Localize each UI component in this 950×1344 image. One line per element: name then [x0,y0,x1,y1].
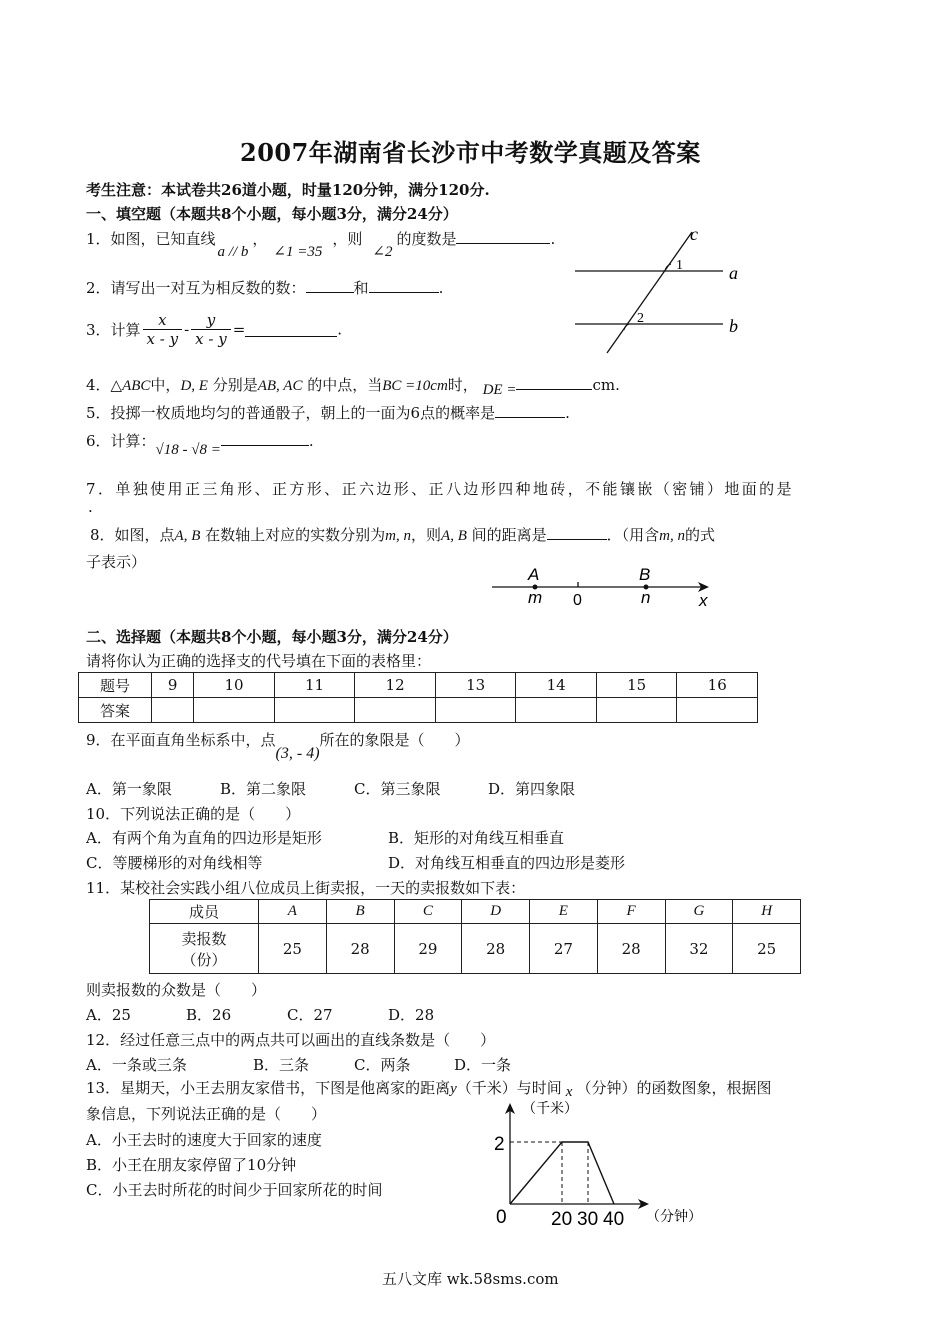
question-5: 5．投掷一枚质地均匀的普通骰子，朝上的一面为6点的概率是 . [86,404,570,422]
q13-line2: 象信息，下列说法正确的是（ ） [86,1105,327,1123]
question-6: 6．计算：√18 - √8 = . [86,432,314,458]
line-c [607,232,692,353]
q7-period: . [88,498,93,516]
q9-option-c[interactable]: C．第三象限 [354,780,441,798]
sales-count: 28 [597,924,665,974]
answer-table-number: 13 [435,673,516,698]
sales-count: 28 [326,924,394,974]
sales-count: 25 [733,924,801,974]
y-axis-unit: （千米） [522,1101,578,1117]
label-zero: 0 [573,592,582,609]
answer-cell[interactable] [596,698,677,723]
answer-table-label-answer: 答案 [79,698,152,723]
sales-count: 28 [462,924,530,974]
answer-cell[interactable] [516,698,597,723]
answer-table [78,672,758,723]
q9-option-d[interactable]: D．第四象限 [488,780,576,798]
answer-table-number: 16 [677,673,758,698]
q3-fraction-2: $\frac{y}{x - y}$ [191,311,231,348]
q4-de: DE = [482,382,517,398]
q9-option-a[interactable]: A．第一象限 [86,780,172,798]
section2-instruction: 请将你认为正确的选择支的代号填在下面的表格里： [86,652,432,670]
q11-ask: 则卖报数的众数是（ ） [86,981,267,999]
question-1: 1．如图，已知直线a // b，∠1 =35，则∠2的度数是 . [86,230,556,260]
q10-option-a[interactable]: A．有两个角为直角的四边形是矩形 [86,829,322,847]
sales-table-header-count: 卖报数 （份） [150,924,259,974]
label-B: B [639,565,651,584]
question-11: 11．某校社会实践小组八位成员上街卖报，一天的卖报数如下表： [86,879,526,897]
plot-layer [510,1142,614,1204]
q2-blank-2[interactable] [369,278,439,293]
sales-table [149,899,801,974]
question-8: 8．如图，点A, B 在数轴上对应的实数分别为m, n，则A, B 间的距离是 ．（用含m, n的式 [90,526,716,544]
q13-option-a[interactable]: A．小王去时的速度大于回家的速度 [86,1131,322,1149]
question-9: 9．在平面直角坐标系中，点(3, - 4)所在的象限是（ ） [86,731,470,762]
q2-blank-1[interactable] [306,278,354,293]
sales-count: 25 [259,924,327,974]
member-name: H [733,900,801,924]
q5-answer-blank[interactable] [495,403,565,418]
q1-angle2: ∠2 [372,244,393,260]
answer-table-number: 9 [152,673,194,698]
q12-option-c[interactable]: C．两条 [354,1056,411,1074]
label-m: m [528,588,543,607]
q11-option-d[interactable]: D．28 [388,1006,435,1024]
q4-bc-length: BC =10cm [382,378,448,394]
q10-option-b[interactable]: B．矩形的对角线互相垂直 [388,829,565,847]
q1-angle1: ∠1 =35 [273,244,323,260]
label-n: n [641,588,651,607]
distance-time-graph [470,1094,710,1234]
sales-table-header-member: 成员 [150,900,259,924]
q3-fraction-1: $\frac{x}{x - y}$ [143,311,183,348]
x-tick-label: 30 [577,1209,599,1230]
label-angle2: 2 [637,311,644,326]
label-b: b [729,316,738,336]
q8-line2: 子表示） [86,553,147,571]
question-4: 4．△ABC中，D, E 分别是AB, AC 的中点，当BC =10cm时， DE = cm. [86,376,620,398]
q8-answer-blank[interactable] [547,525,607,540]
q1-then: ，则 [332,230,363,248]
question-3: 3．计算 $\frac{x}{x - y}$ - $\frac{y}{x - y}$ = . [86,311,343,348]
q4-triangle: △ABC [110,378,151,394]
section1-heading: 一、填空题（本题共8个小题，每小题3分，满分24分） [86,205,458,223]
q3-minus: - [184,320,190,339]
answer-cell[interactable] [355,698,436,723]
answer-cell[interactable] [194,698,275,723]
q4-sides: AB, AC [257,378,303,394]
q2-and: 和 [353,279,369,297]
answer-table-number: 10 [194,673,275,698]
q4-points: D, E [180,378,208,394]
number-line-figure [488,562,718,610]
member-name: F [597,900,665,924]
q1-parallel: a // b [217,244,249,260]
q11-option-a[interactable]: A．25 [86,1006,131,1024]
label-x: x [699,591,708,610]
question-13: 13．星期天，小王去朋友家借书，下图是他离家的距离y（千米）与时间 x （分钟）的函数图象，根据图 [86,1079,772,1100]
q11-option-b[interactable]: B．26 [186,1006,232,1024]
label-c: c [690,224,698,244]
answer-table-number: 14 [516,673,597,698]
question-12: 12．经过任意三点中的两点共可以画出的直线条数是（ ） [86,1031,496,1049]
sales-count: 32 [665,924,733,974]
q1-text: 1．如图，已知直线 [86,230,216,248]
answer-cell[interactable] [274,698,355,723]
y-tick-2: 2 [494,1134,505,1155]
answer-cell[interactable] [435,698,516,723]
member-name: A [259,900,327,924]
section2-heading: 二、选择题（本题共8个小题，每小题3分，满分24分） [86,628,458,646]
x-tick-label: 40 [603,1209,625,1230]
question-7: 7．单独使用正三角形、正方形、正六边形、正八边形四种地砖，不能镶嵌（密铺）地面的是 [86,480,794,498]
answer-table-number: 15 [596,673,677,698]
exam-notice: 考生注意：本试卷共26道小题，时量120分钟，满分120分. [86,181,490,199]
parallel-lines-figure [565,222,755,357]
q3-equals: = [232,320,246,339]
member-name: G [665,900,733,924]
q11-option-c[interactable]: C．27 [287,1006,333,1024]
page-title: 2007年湖南省长沙市中考数学真题及答案 [240,138,701,167]
q12-option-b[interactable]: B．三条 [253,1056,310,1074]
q13-option-c[interactable]: C．小王去时所花的时间少于回家所花的时间 [86,1181,383,1199]
q9-option-b[interactable]: B．第二象限 [220,780,307,798]
q1-ask: 的度数是 [396,230,457,248]
sales-count: 29 [394,924,462,974]
member-name: C [394,900,462,924]
q12-option-a[interactable]: A．一条或三条 [86,1056,187,1074]
q10-option-c[interactable]: C．等腰梯形的对角线相等 [86,854,263,872]
q6-answer-blank[interactable] [221,431,309,446]
angle2-arc [624,324,629,330]
footer-watermark: 五八文库 wk.58sms.com [382,1270,559,1288]
answer-table-number: 11 [274,673,355,698]
member-name: D [462,900,530,924]
q10-option-d[interactable]: D．对角线互相垂直的四边形是菱形 [388,854,626,872]
q6-expression: √18 - √8 = [155,442,221,458]
x-tick-label: 20 [551,1209,573,1230]
q1-answer-blank[interactable] [456,229,550,244]
q9-point: (3, - 4) [275,745,320,762]
q3-text: 3．计算 [86,321,141,339]
answer-table-label-number: 题号 [79,673,152,698]
member-name: B [326,900,394,924]
q2-text: 2．请写出一对互为相反数的数： [86,279,306,297]
q13-option-b[interactable]: B．小王在朋友家停留了10分钟 [86,1156,297,1174]
q12-option-d[interactable]: D．一条 [454,1056,512,1074]
label-A: A [528,565,540,584]
label-angle1: 1 [676,258,683,273]
x-axis-unit: （分钟） [646,1209,702,1225]
q4-answer-blank[interactable] [516,375,592,390]
question-2: 2．请写出一对互为相反数的数： 和 . [86,279,444,297]
q3-answer-blank[interactable] [245,322,337,337]
origin-label: 0 [496,1207,507,1228]
label-a: a [729,263,738,283]
answer-cell[interactable] [677,698,758,723]
member-name: E [530,900,598,924]
sales-count: 27 [530,924,598,974]
question-10: 10．下列说法正确的是（ ） [86,805,301,823]
answer-table-number: 12 [355,673,436,698]
answer-cell[interactable] [152,698,194,723]
